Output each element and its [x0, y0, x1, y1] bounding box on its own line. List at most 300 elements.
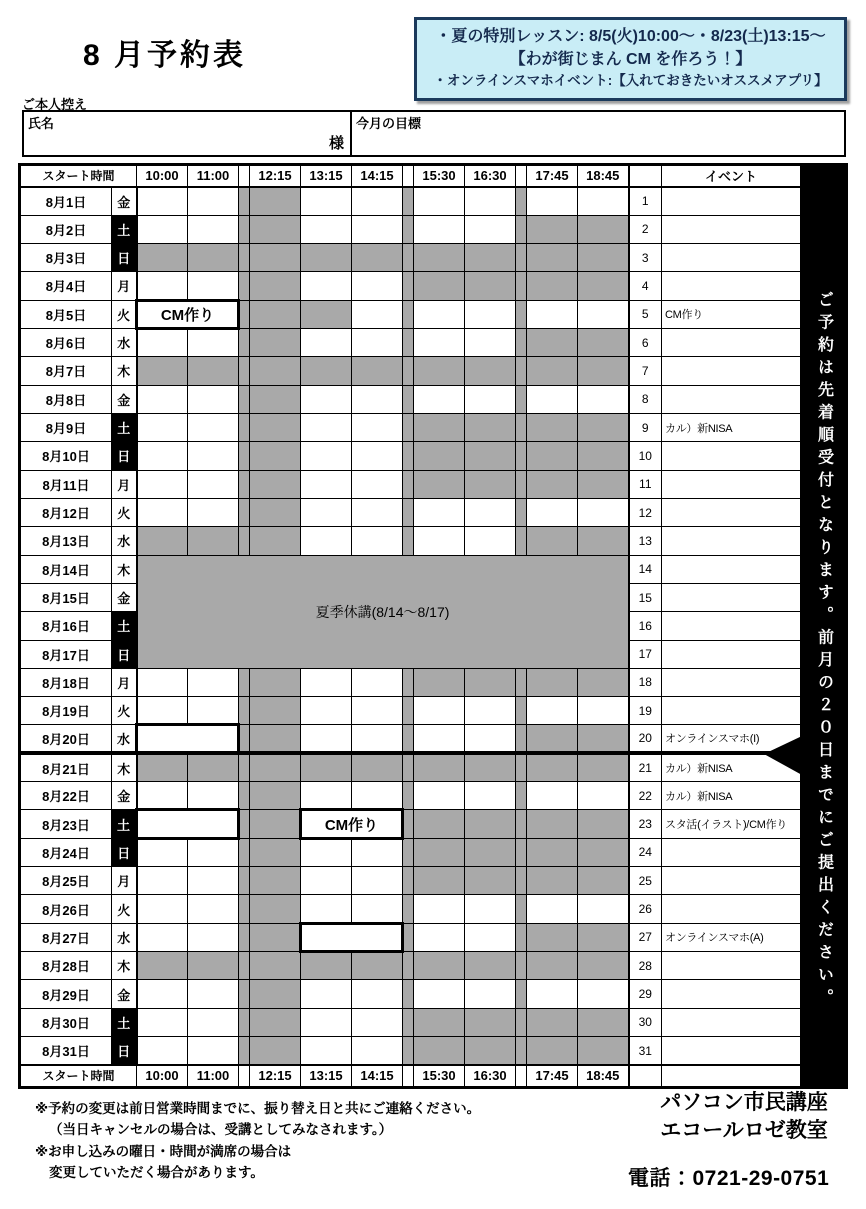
separator-cell: [516, 272, 527, 300]
separator-cell: [403, 413, 414, 441]
time-label: 13:15: [301, 165, 352, 187]
date-cell: 8月16日: [20, 612, 112, 640]
separator-cell: [403, 165, 414, 187]
separator-cell: [516, 498, 527, 526]
time-slot-cell: [414, 243, 465, 271]
separator-cell: [516, 413, 527, 441]
time-slot-cell: [465, 867, 516, 895]
time-slot-cell: [414, 1037, 465, 1065]
day-row-28: [20, 952, 802, 980]
day-row-9: [20, 413, 802, 441]
separator-cell: [516, 753, 527, 781]
cm-lesson-title: 【わが街じまん CM を作ろう！】: [509, 51, 752, 69]
time-slot-cell: [414, 1008, 465, 1036]
event-cell: [662, 272, 802, 300]
time-slot-cell: [352, 1037, 403, 1065]
day-row-26: [20, 895, 802, 923]
separator-cell: [403, 272, 414, 300]
date-cell: 8月10日: [20, 442, 112, 470]
time-slot-cell: [188, 328, 239, 356]
time-slot-cell: [301, 980, 352, 1008]
time-slot-cell: [578, 952, 629, 980]
time-slot-cell: [301, 470, 352, 498]
time-slot-cell: [465, 470, 516, 498]
day-row-8: [20, 385, 802, 413]
time-slot-cell: [137, 923, 188, 951]
separator-cell: [403, 243, 414, 271]
event-cell: [662, 442, 802, 470]
note-line: ※予約の変更は前日営業時間までに、振り替え日と共にご連絡ください。: [35, 1101, 481, 1116]
time-slot-cell: [250, 470, 301, 498]
time-slot-cell: [527, 272, 578, 300]
event-cell: カル）新NISA: [662, 413, 802, 441]
time-slot-cell: [465, 1037, 516, 1065]
day-of-week-cell: 火: [112, 895, 137, 923]
start-time-label: スタート時間: [20, 165, 137, 187]
reserved-slot-box: [137, 725, 239, 753]
time-slot-cell: [527, 1008, 578, 1036]
time-label: 10:00: [137, 1065, 188, 1088]
day-number-cell: 25: [629, 867, 662, 895]
time-slot-cell: [352, 413, 403, 441]
day-number-header: [629, 165, 662, 187]
time-slot-cell: [301, 753, 352, 781]
time-slot-cell: [250, 498, 301, 526]
monthly-goal-label: 今月の目標: [356, 116, 422, 131]
date-cell: 8月25日: [20, 867, 112, 895]
day-number-header: [629, 1065, 662, 1088]
time-slot-cell: [527, 923, 578, 951]
time-slot-cell: [465, 697, 516, 725]
time-slot-cell: [578, 300, 629, 328]
event-cell: オンラインスマホ(A): [662, 923, 802, 951]
day-number-cell: 18: [629, 668, 662, 696]
time-slot-cell: [250, 328, 301, 356]
time-slot-cell: [188, 385, 239, 413]
reserved-slot-box: [301, 923, 403, 951]
day-number-cell: 10: [629, 442, 662, 470]
time-slot-cell: [301, 215, 352, 243]
time-slot-cell: [352, 385, 403, 413]
day-row-20: [20, 725, 802, 753]
time-label: 18:45: [578, 165, 629, 187]
time-slot-cell: [465, 725, 516, 753]
event-cell: [662, 640, 802, 668]
time-slot-cell: [578, 668, 629, 696]
time-slot-cell: [527, 187, 578, 215]
time-slot-cell: [414, 527, 465, 555]
time-slot-cell: [527, 442, 578, 470]
reservation-table: [18, 163, 803, 1089]
summer-break-cell: 夏季休講(8/14～8/17): [137, 555, 629, 668]
day-of-week-cell: 日: [112, 640, 137, 668]
time-label: 12:15: [250, 1065, 301, 1088]
time-slot-cell: [414, 923, 465, 951]
day-of-week-cell: 土: [112, 215, 137, 243]
time-slot-cell: [250, 980, 301, 1008]
date-cell: 8月3日: [20, 243, 112, 271]
day-of-week-cell: 金: [112, 187, 137, 215]
time-slot-cell: [250, 782, 301, 810]
separator-cell: [239, 385, 250, 413]
time-slot-cell: [414, 810, 465, 838]
separator-cell: [403, 753, 414, 781]
separator-cell: [403, 668, 414, 696]
separator-cell: [239, 952, 250, 980]
time-slot-cell: [137, 952, 188, 980]
school-name-line2: エコールロゼ教室: [660, 1118, 828, 1142]
day-of-week-cell: 金: [112, 385, 137, 413]
time-slot-cell: [578, 838, 629, 866]
day-of-week-cell: 土: [112, 612, 137, 640]
separator-cell: [516, 165, 527, 187]
time-slot-cell: [188, 498, 239, 526]
time-slot-cell: [465, 498, 516, 526]
time-slot-cell: [578, 1008, 629, 1036]
day-of-week-cell: 日: [112, 442, 137, 470]
date-cell: 8月15日: [20, 583, 112, 611]
time-slot-cell: [414, 215, 465, 243]
event-cell: [662, 583, 802, 611]
time-slot-cell: [352, 952, 403, 980]
time-slot-cell: [250, 357, 301, 385]
event-cell: [662, 243, 802, 271]
reserved-slot-box: [137, 810, 239, 838]
separator-cell: [403, 952, 414, 980]
day-row-23: [20, 810, 802, 838]
date-cell: 8月26日: [20, 895, 112, 923]
time-slot-cell: [301, 385, 352, 413]
separator-cell: [403, 1065, 414, 1088]
time-slot-cell: [465, 300, 516, 328]
day-number-cell: 2: [629, 215, 662, 243]
time-slot-cell: [301, 300, 352, 328]
time-slot-cell: [188, 895, 239, 923]
time-slot-cell: [188, 357, 239, 385]
time-slot-cell: [188, 952, 239, 980]
time-slot-cell: [250, 1008, 301, 1036]
day-number-cell: 14: [629, 555, 662, 583]
time-slot-cell: [578, 782, 629, 810]
time-slot-cell: [465, 385, 516, 413]
time-slot-cell: [352, 697, 403, 725]
time-slot-cell: [301, 187, 352, 215]
note-line: 変更していただく場合があります。: [49, 1164, 264, 1180]
time-label: 16:30: [465, 1065, 516, 1088]
separator-cell: [239, 1008, 250, 1036]
date-cell: 8月21日: [20, 753, 112, 781]
time-slot-cell: [137, 895, 188, 923]
deadline-arrow-icon: [764, 736, 802, 775]
event-cell: カル）新NISA: [662, 753, 802, 781]
separator-cell: [516, 357, 527, 385]
time-slot-cell: [137, 498, 188, 526]
event-cell: [662, 385, 802, 413]
time-slot-cell: [352, 243, 403, 271]
separator-cell: [239, 1037, 250, 1065]
time-slot-cell: [250, 442, 301, 470]
time-slot-cell: [250, 413, 301, 441]
time-slot-cell: [250, 215, 301, 243]
time-slot-cell: [578, 895, 629, 923]
time-slot-cell: [188, 442, 239, 470]
event-header: イベント: [662, 165, 802, 187]
time-slot-cell: [250, 697, 301, 725]
time-slot-cell: [578, 357, 629, 385]
time-slot-cell: [465, 328, 516, 356]
time-slot-cell: [414, 272, 465, 300]
time-slot-cell: [301, 952, 352, 980]
day-number-cell: 28: [629, 952, 662, 980]
date-cell: 8月8日: [20, 385, 112, 413]
time-slot-cell: [137, 753, 188, 781]
time-slot-cell: [352, 300, 403, 328]
day-number-cell: 12: [629, 498, 662, 526]
day-of-week-cell: 月: [112, 272, 137, 300]
day-row-5: [20, 300, 802, 328]
separator-cell: [239, 328, 250, 356]
date-cell: 8月28日: [20, 952, 112, 980]
event-cell: [662, 952, 802, 980]
time-slot-cell: [527, 980, 578, 1008]
time-slot-cell: [527, 413, 578, 441]
time-slot-cell: [414, 952, 465, 980]
time-slot-cell: [250, 668, 301, 696]
time-slot-cell: [465, 923, 516, 951]
day-of-week-cell: 土: [112, 413, 137, 441]
reserved-slot-box: CM作り: [301, 810, 403, 838]
day-number-cell: 13: [629, 527, 662, 555]
day-row-22: [20, 782, 802, 810]
day-number-cell: 20: [629, 725, 662, 753]
event-cell: CM作り: [662, 300, 802, 328]
time-slot-cell: [527, 867, 578, 895]
time-slot-cell: [188, 527, 239, 555]
time-slot-cell: [465, 272, 516, 300]
time-slot-cell: [465, 668, 516, 696]
time-slot-cell: [578, 413, 629, 441]
date-cell: 8月20日: [20, 725, 112, 753]
day-of-week-cell: 木: [112, 357, 137, 385]
time-slot-cell: [137, 413, 188, 441]
time-slot-cell: [188, 215, 239, 243]
day-row-21: [20, 753, 802, 781]
day-number-cell: 5: [629, 300, 662, 328]
time-slot-cell: [188, 243, 239, 271]
day-of-week-cell: 月: [112, 867, 137, 895]
separator-cell: [516, 328, 527, 356]
event-cell: [662, 527, 802, 555]
separator-cell: [239, 498, 250, 526]
time-slot-cell: [414, 697, 465, 725]
time-slot-cell: [301, 1037, 352, 1065]
time-label: 18:45: [578, 1065, 629, 1088]
time-slot-cell: [137, 838, 188, 866]
time-slot-cell: [188, 867, 239, 895]
footer-notes: [35, 1098, 480, 1183]
day-row-31: [20, 1037, 802, 1065]
event-cell: [662, 498, 802, 526]
time-slot-cell: [414, 470, 465, 498]
separator-cell: [239, 357, 250, 385]
time-slot-cell: [578, 527, 629, 555]
day-of-week-cell: 月: [112, 470, 137, 498]
separator-cell: [516, 782, 527, 810]
time-slot-cell: [578, 753, 629, 781]
time-slot-cell: [250, 895, 301, 923]
time-slot-cell: [352, 357, 403, 385]
time-slot-cell: [137, 272, 188, 300]
time-slot-cell: [301, 498, 352, 526]
time-slot-cell: [352, 725, 403, 753]
time-label: 14:15: [352, 165, 403, 187]
separator-cell: [239, 243, 250, 271]
time-slot-cell: [137, 385, 188, 413]
separator-cell: [239, 697, 250, 725]
time-slot-cell: [250, 952, 301, 980]
event-cell: [662, 357, 802, 385]
time-slot-cell: [250, 187, 301, 215]
time-slot-cell: [578, 923, 629, 951]
name-label: 氏名: [28, 116, 55, 131]
separator-cell: [516, 810, 527, 838]
day-of-week-cell: 土: [112, 1008, 137, 1036]
time-label: 15:30: [414, 1065, 465, 1088]
day-row-27: [20, 923, 802, 951]
time-slot-cell: [578, 980, 629, 1008]
separator-cell: [516, 215, 527, 243]
time-label: 15:30: [414, 165, 465, 187]
time-slot-cell: [578, 810, 629, 838]
day-of-week-cell: 木: [112, 952, 137, 980]
side-notice-bar: [800, 163, 848, 1089]
event-cell: [662, 895, 802, 923]
time-slot-cell: [250, 725, 301, 753]
separator-cell: [403, 328, 414, 356]
separator-cell: [403, 810, 414, 838]
time-slot-cell: [578, 272, 629, 300]
time-slot-cell: [301, 272, 352, 300]
day-of-week-cell: 水: [112, 328, 137, 356]
separator-cell: [403, 385, 414, 413]
separator-cell: [239, 187, 250, 215]
time-slot-cell: [578, 1037, 629, 1065]
day-of-week-cell: 月: [112, 668, 137, 696]
time-slot-cell: [465, 952, 516, 980]
monthly-goal-field: [352, 112, 844, 155]
time-slot-cell: [188, 668, 239, 696]
date-cell: 8月12日: [20, 498, 112, 526]
event-cell: スタ活(イラスト)/CM作り: [662, 810, 802, 838]
separator-cell: [403, 725, 414, 753]
date-cell: 8月31日: [20, 1037, 112, 1065]
event-cell: [662, 187, 802, 215]
time-slot-cell: [527, 328, 578, 356]
time-slot-cell: [527, 1037, 578, 1065]
time-slot-cell: [352, 328, 403, 356]
separator-cell: [403, 470, 414, 498]
event-cell: [662, 328, 802, 356]
time-slot-cell: [301, 527, 352, 555]
day-number-cell: 4: [629, 272, 662, 300]
separator-cell: [516, 697, 527, 725]
time-slot-cell: [188, 470, 239, 498]
separator-cell: [403, 867, 414, 895]
time-slot-cell: [527, 725, 578, 753]
time-slot-cell: [250, 810, 301, 838]
date-cell: 8月30日: [20, 1008, 112, 1036]
separator-cell: [239, 215, 250, 243]
time-slot-cell: [414, 838, 465, 866]
time-slot-cell: [578, 243, 629, 271]
time-slot-cell: [352, 1008, 403, 1036]
time-slot-cell: [301, 895, 352, 923]
date-cell: 8月29日: [20, 980, 112, 1008]
separator-cell: [239, 527, 250, 555]
time-slot-cell: [578, 725, 629, 753]
day-number-cell: 6: [629, 328, 662, 356]
separator-cell: [516, 725, 527, 753]
personal-copy-label: ご本人控え: [22, 97, 88, 112]
side-notice-text: ご予約は先着順受付となります。前月の２０日までにご提出ください。: [815, 291, 833, 1011]
separator-cell: [516, 1065, 527, 1088]
day-of-week-cell: 火: [112, 697, 137, 725]
day-row-7: [20, 357, 802, 385]
separator-cell: [239, 442, 250, 470]
time-slot-cell: [414, 413, 465, 441]
day-number-cell: 29: [629, 980, 662, 1008]
time-slot-cell: [527, 838, 578, 866]
time-slot-cell: [578, 470, 629, 498]
separator-cell: [239, 413, 250, 441]
separator-cell: [516, 838, 527, 866]
time-label: 14:15: [352, 1065, 403, 1088]
time-slot-cell: [465, 187, 516, 215]
time-slot-cell: [465, 782, 516, 810]
day-of-week-cell: 金: [112, 583, 137, 611]
time-slot-cell: [414, 725, 465, 753]
time-slot-cell: [527, 243, 578, 271]
time-slot-cell: [352, 753, 403, 781]
reserved-slot-box: CM作り: [137, 300, 239, 328]
school-name: [638, 1089, 850, 1144]
time-slot-cell: [352, 668, 403, 696]
day-number-cell: 27: [629, 923, 662, 951]
time-slot-cell: [414, 442, 465, 470]
time-slot-cell: [301, 697, 352, 725]
time-slot-cell: [352, 527, 403, 555]
time-slot-cell: [352, 867, 403, 895]
time-slot-cell: [301, 782, 352, 810]
time-slot-cell: [301, 668, 352, 696]
time-slot-cell: [137, 328, 188, 356]
time-slot-cell: [352, 980, 403, 1008]
time-slot-cell: [188, 1037, 239, 1065]
time-slot-cell: [250, 923, 301, 951]
day-row-18: [20, 668, 802, 696]
event-header: [662, 1065, 802, 1088]
time-slot-cell: [465, 895, 516, 923]
day-of-week-cell: 水: [112, 923, 137, 951]
day-row-25: [20, 867, 802, 895]
time-slot-cell: [250, 243, 301, 271]
time-slot-cell: [414, 328, 465, 356]
time-slot-cell: [527, 357, 578, 385]
time-slot-cell: [352, 895, 403, 923]
time-slot-cell: [578, 187, 629, 215]
time-slot-cell: [352, 470, 403, 498]
day-number-cell: 23: [629, 810, 662, 838]
